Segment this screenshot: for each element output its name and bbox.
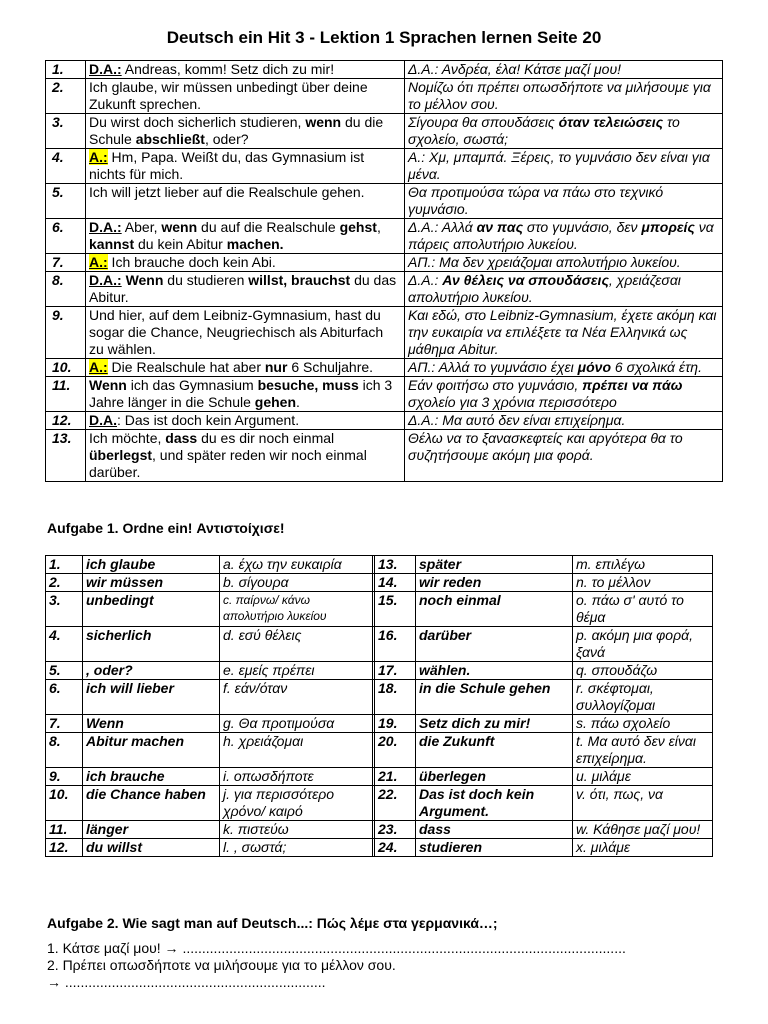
greek-meaning: b. σίγουρα (220, 574, 373, 592)
german-text (86, 272, 405, 307)
german-keyword: Wenn (89, 377, 127, 393)
dialogue-row (46, 79, 723, 114)
greek-segment: ΑΠ.: Αλλά το γυμνάσιο έχει (408, 359, 578, 375)
dialogue-row (46, 430, 723, 482)
greek-segment: στο γυμνάσιο, δεν (523, 219, 642, 235)
item-number: 13. (375, 556, 416, 574)
german-keyword: gehst (339, 219, 377, 235)
item-number: 19. (375, 715, 416, 733)
greek-segment: Εάν φοιτήσω στο γυμνάσιο, (408, 377, 583, 393)
line-number: 13. (46, 430, 86, 482)
greek-meaning: h. χρειάζομαι (220, 733, 373, 768)
task2-heading: Aufgabe 2. Wie sagt man auf Deutsch...: Πώς λέμε στα γερμανικά…; (47, 915, 498, 931)
line-number: 4. (46, 149, 86, 184)
page-title: Deutsch ein Hit 3 - Lektion 1 Sprachen lernen Seite 20 (166, 28, 602, 47)
greek-meaning: u. μιλάμε (573, 768, 713, 786)
item-number: 1. (46, 556, 83, 574)
german-keyword: kannst (89, 236, 135, 252)
vocab-row (46, 839, 713, 857)
german-text (86, 254, 405, 272)
speaker-label: D.A.: (89, 272, 122, 288)
greek-keyword: πρέπει να πάω (582, 377, 683, 393)
speaker-label: A.: (89, 254, 108, 270)
german-text (86, 359, 405, 377)
greek-text (405, 377, 723, 412)
dialogue-row (46, 61, 723, 79)
vocab-row (46, 627, 713, 662)
greek-keyword: αν πας (476, 219, 524, 235)
german-segment: du die Schule (89, 114, 384, 147)
vocab-row (46, 680, 713, 715)
line-number: 6. (46, 219, 86, 254)
greek-keyword: μόνο (577, 359, 612, 375)
vocab-row (46, 715, 713, 733)
german-word: ich will lieber (83, 680, 220, 715)
german-keyword: dass (165, 430, 198, 446)
item-number: 4. (46, 627, 83, 662)
dialogue-row (46, 184, 723, 219)
dialogue-table (45, 60, 723, 482)
line-number: 3. (46, 114, 86, 149)
item-number: 9. (46, 768, 83, 786)
item-number: 8. (46, 733, 83, 768)
german-word: Wenn (83, 715, 220, 733)
greek-meaning: g. Θα προτιμούσα (220, 715, 373, 733)
greek-text (405, 430, 723, 482)
vocabulary-matching-table (45, 555, 713, 857)
line-number: 7. (46, 254, 86, 272)
item-number: 7. (46, 715, 83, 733)
greek-meaning: f. εάν/όταν (220, 680, 373, 715)
greek-segment: , χρειάζεσαι απολυτήριο λυκείου. (408, 272, 681, 305)
vocab-row (46, 821, 713, 839)
greek-segment: Δ.Α.: (408, 272, 443, 288)
german-text (86, 114, 405, 149)
german-segment: . (296, 394, 300, 410)
task1-heading: Aufgabe 1. Ordne ein! Αντιστοίχισε! (47, 520, 285, 536)
greek-text (405, 254, 723, 272)
german-word: dass (416, 821, 573, 839)
german-word: du willst (83, 839, 220, 857)
greek-meaning: l. , σωστά; (220, 839, 373, 857)
german-keyword: wenn (305, 114, 342, 130)
greek-segment: Νομίζω ότι πρέπει οπωσδήποτε να μιλήσουμε για το μέλλον σου. (408, 79, 711, 112)
vocab-row (46, 556, 713, 574)
german-text (86, 149, 405, 184)
german-segment: ich 3 Jahre länger in die Schule (89, 377, 393, 410)
german-segment: Ich will jetzt lieber auf die Realschule gehen. (89, 184, 365, 200)
greek-segment: Α.: Χμ, μπαμπά. Ξέρεις, το γυμνάσιο δεν είναι για μένα. (408, 149, 710, 182)
exercise-line-1: 1. Κάτσε μαζί μου! → .................................................................................................................. (47, 940, 626, 956)
greek-meaning: q. σπουδάζω (573, 662, 713, 680)
vocab-row (46, 574, 713, 592)
item-number: 2. (46, 574, 83, 592)
item-number: 20. (375, 733, 416, 768)
german-segment: , (376, 219, 381, 235)
german-word: wir reden (416, 574, 573, 592)
greek-text (405, 61, 723, 79)
german-segment: Aber, (121, 219, 162, 235)
line-number: 12. (46, 412, 86, 430)
german-word: später (416, 556, 573, 574)
greek-text (405, 272, 723, 307)
german-word: Abitur machen (83, 733, 220, 768)
dialogue-row (46, 254, 723, 272)
german-text (86, 430, 405, 482)
german-word: länger (83, 821, 220, 839)
item-number: 22. (375, 786, 416, 821)
german-keyword: besuche, muss (257, 377, 359, 393)
greek-segment: Δ.Α.: Ανδρέα, έλα! Κάτσε μαζί μου! (408, 61, 622, 77)
german-keyword: machen. (226, 236, 284, 252)
greek-meaning: i. οπωσδήποτε (220, 768, 373, 786)
german-word: ich brauche (83, 768, 220, 786)
german-keyword: wenn (161, 219, 198, 235)
dialogue-row (46, 219, 723, 254)
greek-meaning: r. σκέφτομαι, συλλογίζομαι (573, 680, 713, 715)
greek-segment: Και εδώ, στο Leibniz-Gymnasium, έχετε ακόμη και την ευκαιρία να επιλέξετε τα Νέα Ελληνικά ως μάθημα Abitur. (408, 307, 717, 357)
german-segment: : Das ist doch kein Argument. (117, 412, 300, 428)
german-word: ich glaube (83, 556, 220, 574)
speaker-label: D.A. (89, 412, 117, 428)
item-number: 6. (46, 680, 83, 715)
item-number: 5. (46, 662, 83, 680)
german-keyword: willst, brauchst (248, 272, 351, 288)
line-number: 11. (46, 377, 86, 412)
german-segment: , oder? (204, 131, 249, 147)
greek-segment: να πάρεις απολυτήριο λυκείου. (408, 219, 714, 252)
speaker-label: D.A.: (89, 61, 122, 77)
greek-meaning: a. έχω την ευκαιρία (220, 556, 373, 574)
greek-meaning: x. μιλάμε (573, 839, 713, 857)
german-segment: Die Realschule hat aber (107, 359, 265, 375)
item-number: 10. (46, 786, 83, 821)
german-keyword: abschließt (135, 131, 205, 147)
vocab-row (46, 768, 713, 786)
german-text (86, 307, 405, 359)
german-word: Setz dich zu mir! (416, 715, 573, 733)
greek-meaning: v. ότι, πως, να (573, 786, 713, 821)
german-text (86, 79, 405, 114)
german-segment: Und hier, auf dem Leibniz-Gymnasium, hast du sogar die Chance, Neugriechisch als Abiturfach zu wählen. (89, 307, 384, 357)
line-number: 10. (46, 359, 86, 377)
greek-text (405, 114, 723, 149)
greek-text (405, 412, 723, 430)
greek-text (405, 184, 723, 219)
item-number: 16. (375, 627, 416, 662)
exercise-line-2: 2. Πρέπει οπωσδήποτε να μιλήσουμε για το μέλλον σου. (47, 957, 396, 973)
german-segment: Du wirst doch sicherlich studieren, (89, 114, 306, 130)
german-word: überlegen (416, 768, 573, 786)
german-word: unbedingt (83, 592, 220, 627)
greek-meaning: j. για περισσότερο χρόνο/ καιρό (220, 786, 373, 821)
german-text (86, 412, 405, 430)
german-keyword: Wenn (125, 272, 164, 288)
german-segment: du das Abitur. (89, 272, 397, 305)
german-segment: Ich glaube, wir müssen unbedingt über deine Zukunft sprechen. (89, 79, 368, 112)
vocab-row (46, 662, 713, 680)
greek-keyword: όταν τελειώσεις (558, 114, 664, 130)
german-text (86, 61, 405, 79)
german-segment: du studieren (163, 272, 249, 288)
item-number: 3. (46, 592, 83, 627)
item-number: 17. (375, 662, 416, 680)
greek-meaning: p. ακόμη μια φορά, ξανά (573, 627, 713, 662)
item-number: 24. (375, 839, 416, 857)
line-number: 2. (46, 79, 86, 114)
german-segment: Hm, Papa. Weißt du, das Gymnasium ist nichts für mich. (89, 149, 365, 182)
german-text (86, 219, 405, 254)
line-number: 8. (46, 272, 86, 307)
greek-text (405, 79, 723, 114)
item-number: 23. (375, 821, 416, 839)
greek-text (405, 219, 723, 254)
german-word: sicherlich (83, 627, 220, 662)
german-word: die Chance haben (83, 786, 220, 821)
speaker-label: A.: (89, 149, 108, 165)
greek-keyword: Αν θέλεις να σπουδάσεις (442, 272, 609, 288)
greek-text (405, 307, 723, 359)
greek-segment: Δ.Α.: Αλλά (408, 219, 477, 235)
german-word: wir müssen (83, 574, 220, 592)
greek-meaning: d. εσύ θέλεις (220, 627, 373, 662)
german-word: studieren (416, 839, 573, 857)
dialogue-row (46, 412, 723, 430)
item-number: 14. (375, 574, 416, 592)
german-segment: 6 Schuljahre. (287, 359, 374, 375)
greek-meaning: w. Κάθησε μαζί μου! (573, 821, 713, 839)
german-segment: du es dir noch einmal (197, 430, 335, 446)
greek-keyword: μπορείς (641, 219, 695, 235)
greek-meaning: e. εμείς πρέπει (220, 662, 373, 680)
greek-segment: Θέλω να το ξανασκεφτείς και αργότερα θα το συζητήσουμε ακόμη μια φορά. (408, 430, 683, 463)
german-segment: Ich brauche doch kein Abi. (107, 254, 276, 270)
german-word: , oder? (83, 662, 220, 680)
vocab-row (46, 733, 713, 768)
greek-text (405, 359, 723, 377)
german-word: darüber (416, 627, 573, 662)
greek-segment: ΑΠ.: Μα δεν χρειάζομαι απολυτήριο λυκείου. (408, 254, 681, 270)
greek-segment: το σχολείο, σωστά; (408, 114, 680, 147)
dialogue-row (46, 114, 723, 149)
greek-meaning: n. το μέλλον (573, 574, 713, 592)
german-keyword: gehen (254, 394, 297, 410)
german-segment: , und später reden wir noch einmal darüber. (89, 447, 367, 480)
german-segment: ich das Gymnasium (126, 377, 258, 393)
greek-meaning: o. πάω σ' αυτό το θέμα (573, 592, 713, 627)
german-text (86, 184, 405, 219)
german-segment: Ich möchte, (89, 430, 166, 446)
line-number: 9. (46, 307, 86, 359)
german-segment: du kein Abitur (134, 236, 227, 252)
german-word: in die Schule gehen (416, 680, 573, 715)
german-word: noch einmal (416, 592, 573, 627)
exercise-line-3: → ................................................................... (47, 974, 326, 990)
german-keyword: nur (264, 359, 288, 375)
german-word: wählen. (416, 662, 573, 680)
line-number: 1. (46, 61, 86, 79)
german-segment: Andreas, komm! Setz dich zu mir! (121, 61, 335, 77)
greek-meaning: m. επιλέγω (573, 556, 713, 574)
dialogue-row (46, 272, 723, 307)
item-number: 11. (46, 821, 83, 839)
greek-segment: 6 σχολικά έτη. (611, 359, 702, 375)
dialogue-row (46, 307, 723, 359)
greek-segment: Δ.Α.: Μα αυτό δεν είναι επιχείρημα. (408, 412, 626, 428)
item-number: 18. (375, 680, 416, 715)
vocab-row (46, 592, 713, 627)
german-keyword: überlegst (89, 447, 153, 463)
greek-meaning: c. παίρνω/ κάνω απολυτήριο λυκείου (220, 592, 373, 627)
german-word: Das ist doch kein Argument. (416, 786, 573, 821)
greek-segment: Θα προτιμούσα τώρα να πάω στο τεχνικό γυμνάσιο. (408, 184, 664, 217)
german-segment: du auf die Realschule (197, 219, 340, 235)
item-number: 12. (46, 839, 83, 857)
german-text (86, 377, 405, 412)
vocab-row (46, 786, 713, 821)
dialogue-row (46, 149, 723, 184)
greek-segment: Σίγουρα θα σπουδάσεις (408, 114, 559, 130)
greek-meaning: s. πάω σχολείο (573, 715, 713, 733)
greek-text (405, 149, 723, 184)
greek-meaning: k. πιστεύω (220, 821, 373, 839)
dialogue-row (46, 377, 723, 412)
item-number: 21. (375, 768, 416, 786)
speaker-label: D.A.: (89, 219, 122, 235)
speaker-label: A.: (89, 359, 108, 375)
item-number: 15. (375, 592, 416, 627)
line-number: 5. (46, 184, 86, 219)
greek-meaning: t. Μα αυτό δεν είναι επιχείρημα. (573, 733, 713, 768)
german-word: die Zukunft (416, 733, 573, 768)
dialogue-row (46, 359, 723, 377)
greek-segment: σχολείο για 3 χρόνια περισσότερο (408, 394, 617, 410)
